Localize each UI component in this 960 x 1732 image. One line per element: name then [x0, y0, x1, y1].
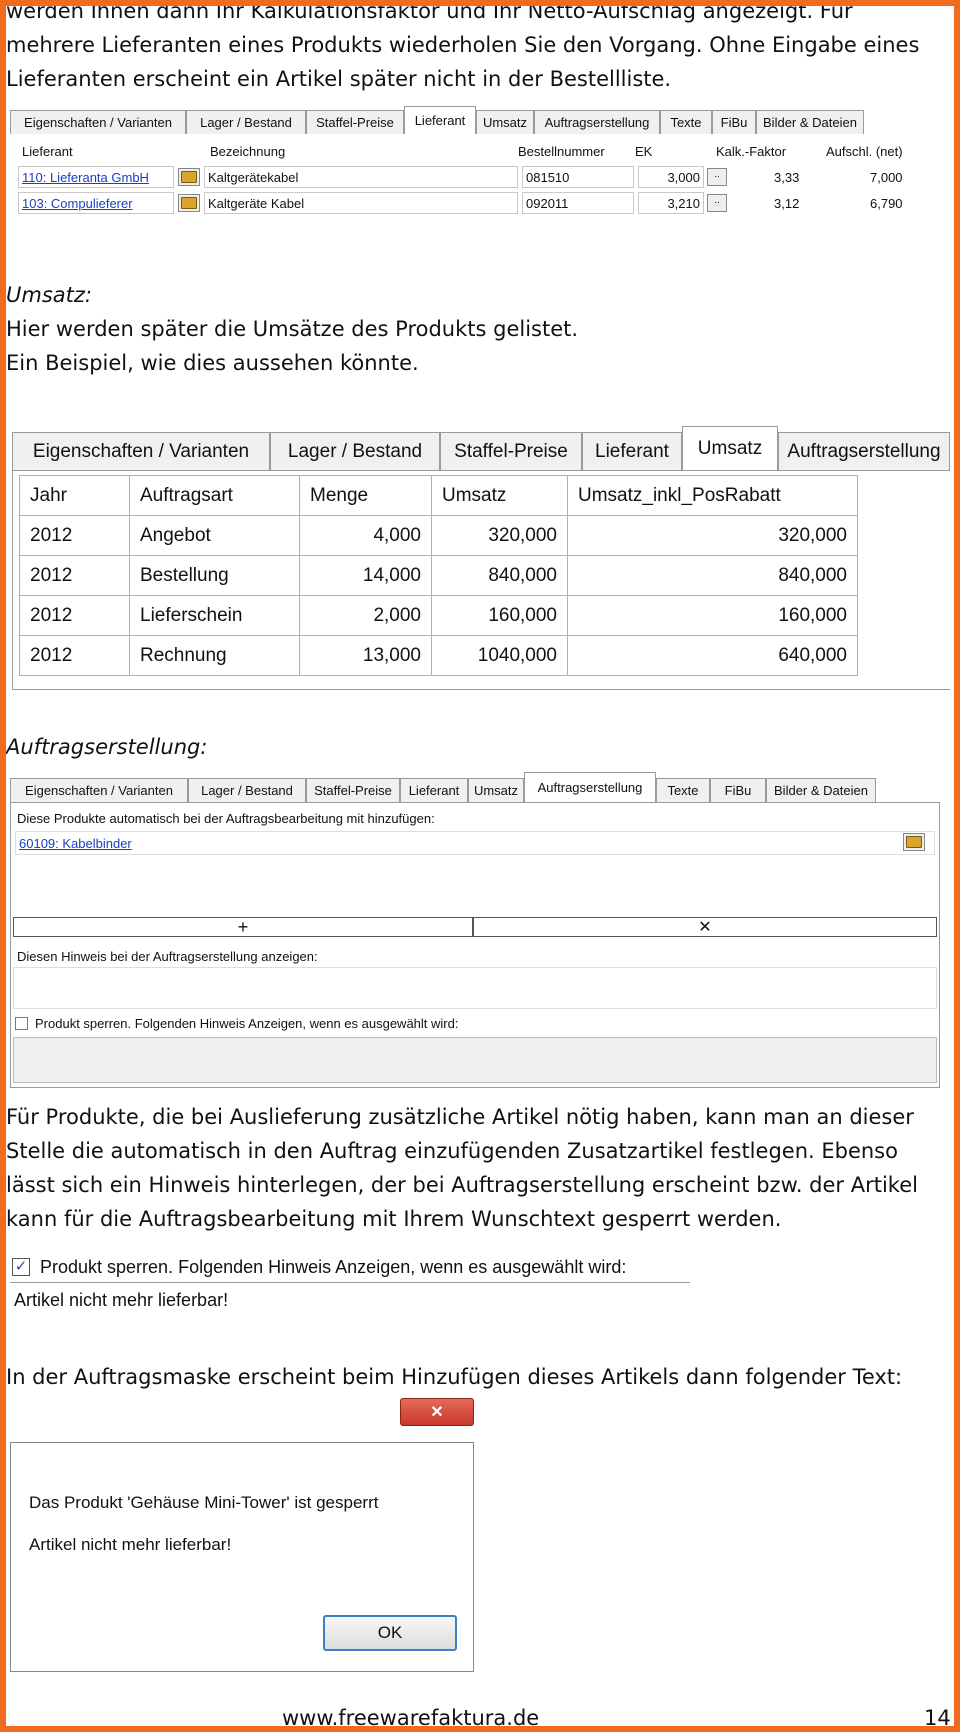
- cell-jahr: 2012: [20, 556, 130, 596]
- tab-staffel[interactable]: Staffel-Preise: [306, 778, 400, 802]
- auftrag-heading: Auftragserstellung:: [6, 735, 208, 759]
- header-umsatz-inkl: Umsatz_inkl_PosRabatt: [568, 476, 858, 516]
- open-folder-icon[interactable]: [903, 833, 925, 851]
- bezeichnung-value-2: Kaltgeräte Kabel: [208, 196, 305, 211]
- explanation-line-1: Für Produkte, die bei Auslieferung zusätzliche Artikel nötig haben, kann man an dieser: [6, 1105, 914, 1129]
- col-bezeichnung: Bezeichnung: [210, 144, 286, 159]
- umsatz-section-text: [6, 278, 578, 380]
- cell-umsatz-inkl: 160,000: [568, 596, 858, 636]
- tab-lieferant[interactable]: Lieferant: [582, 432, 682, 470]
- explanation-line-3: lässt sich ein Hinweis hinterlegen, der bei Auftragserstellung erscheint bzw. der Artikel: [6, 1173, 918, 1197]
- tab-texte[interactable]: Texte: [656, 778, 710, 802]
- tab-lieferant[interactable]: Lieferant: [400, 778, 468, 802]
- tab-auftragserstellung[interactable]: Auftragserstellung: [778, 432, 950, 470]
- tab-fibu[interactable]: FiBu: [710, 778, 766, 802]
- cell-auftragsart: Angebot: [130, 516, 300, 556]
- auftrag-screenshot: [10, 772, 940, 1088]
- tab-staffel[interactable]: Staffel-Preise: [306, 110, 404, 134]
- lock-example-screenshot: [10, 1254, 690, 1314]
- tab-eigenschaften[interactable]: Eigenschaften / Varianten: [10, 110, 186, 134]
- cell-umsatz: 320,000: [432, 516, 568, 556]
- aufschlag-value-2: 6,790: [870, 196, 903, 211]
- explanation-paragraph: [6, 1100, 918, 1236]
- auftrag-panel: [10, 802, 940, 1088]
- umsatz-line-2: Ein Beispiel, wie dies aussehen könnte.: [6, 351, 419, 375]
- hint-textarea[interactable]: [13, 967, 937, 1009]
- remove-button[interactable]: [473, 917, 937, 937]
- col-aufschlag: Aufschl. (net): [826, 144, 903, 159]
- col-lieferant: Lieferant: [22, 144, 73, 159]
- cell-umsatz-inkl: 840,000: [568, 556, 858, 596]
- col-kalk-faktor: Kalk.-Faktor: [716, 144, 787, 159]
- supplier-link-2[interactable]: 103: Compulieferer: [22, 196, 133, 211]
- intro-line-1: werden Ihnen dann Ihr Kalkulationsfaktor und Ihr Netto-Aufschlag angezeigt. Für: [6, 0, 853, 23]
- intro-line-2: mehrere Lieferanten eines Produkts wiederholen Sie den Vorgang. Ohne Eingabe eines: [6, 33, 920, 57]
- explanation-line-2: Stelle die automatisch in den Auftrag einzufügenden Zusatzartikel festlegen. Ebenso: [6, 1139, 898, 1163]
- tab-lieferant[interactable]: Lieferant: [404, 106, 476, 134]
- lock-label: Produkt sperren. Folgenden Hinweis Anzeigen, wenn es ausgewählt wird:: [35, 1016, 459, 1031]
- lock-hint-textarea[interactable]: [13, 1037, 937, 1083]
- auto-add-list[interactable]: [15, 831, 935, 855]
- tab-auftragserstellung[interactable]: Auftragserstellung: [534, 110, 660, 134]
- tab-bilder[interactable]: Bilder & Dateien: [766, 778, 876, 802]
- cell-menge: 14,000: [300, 556, 432, 596]
- auto-add-item-link[interactable]: 60109: Kabelbinder: [19, 836, 132, 851]
- cell-umsatz: 840,000: [432, 556, 568, 596]
- lieferant-row-1-supplier-box[interactable]: [18, 166, 174, 188]
- dialog-message-1: Das Produkt 'Gehäuse Mini-Tower' ist gesperrt: [29, 1493, 379, 1512]
- cell-umsatz-inkl: 320,000: [568, 516, 858, 556]
- bezeichnung-field-1[interactable]: [204, 166, 518, 188]
- close-icon: ✕: [698, 919, 712, 936]
- header-jahr: Jahr: [20, 476, 130, 516]
- lock-example-note: Artikel nicht mehr lieferbar!: [14, 1290, 229, 1310]
- ek-value-2: 3,210: [667, 196, 700, 211]
- tab-lager[interactable]: Lager / Bestand: [270, 432, 440, 470]
- lock-example-label: Produkt sperren. Folgenden Hinweis Anzeigen, wenn es ausgewählt wird:: [40, 1257, 627, 1277]
- bestellnummer-value-2: 092011: [526, 196, 569, 211]
- tab-lager[interactable]: Lager / Bestand: [188, 778, 306, 802]
- supplier-link-1[interactable]: 110: Lieferanta GmbH: [22, 170, 149, 185]
- cell-umsatz-inkl: 640,000: [568, 636, 858, 676]
- tab-lager[interactable]: Lager / Bestand: [186, 110, 306, 134]
- explanation-line-4: kann für die Auftragsbearbeitung mit Ihrem Wunschtext gesperrt werden.: [6, 1207, 782, 1231]
- lieferant-row-2-supplier-box[interactable]: [18, 192, 174, 214]
- faktor-value-2: 3,12: [774, 196, 800, 211]
- lock-checkbox-checked[interactable]: ✓: [12, 1258, 30, 1276]
- ellipsis-button[interactable]: ..: [707, 194, 727, 212]
- lieferant-screenshot: [10, 106, 918, 224]
- plus-icon: +: [237, 916, 249, 937]
- cell-umsatz: 1040,000: [432, 636, 568, 676]
- bestellnummer-field-1[interactable]: [522, 166, 634, 188]
- header-auftragsart: Auftragsart: [130, 476, 300, 516]
- open-folder-icon[interactable]: [178, 168, 200, 186]
- tab-texte[interactable]: Texte: [660, 110, 712, 134]
- dialog-intro: In der Auftragsmaske erscheint beim Hinzufügen dieses Artikels dann folgender Text:: [6, 1365, 903, 1389]
- close-icon: ✕: [430, 1404, 444, 1421]
- intro-paragraph: [6, 0, 919, 96]
- umsatz-table: [19, 475, 858, 676]
- table-header-row: [20, 476, 858, 516]
- lock-checkbox[interactable]: [15, 1017, 28, 1030]
- ok-button[interactable]: [323, 1615, 457, 1651]
- add-button[interactable]: [13, 917, 473, 937]
- cell-menge: 2,000: [300, 596, 432, 636]
- umsatz-panel: [12, 470, 950, 690]
- tab-eigenschaften[interactable]: Eigenschaften / Varianten: [12, 432, 270, 470]
- page-number: 14: [924, 1706, 951, 1730]
- locked-product-dialog: [10, 1442, 474, 1672]
- umsatz-screenshot: [12, 424, 950, 690]
- table-row[interactable]: [20, 636, 858, 676]
- open-folder-icon[interactable]: [178, 194, 200, 212]
- tab-umsatz[interactable]: Umsatz: [468, 778, 524, 802]
- cell-auftragsart: Rechnung: [130, 636, 300, 676]
- ok-label: OK: [377, 1623, 403, 1642]
- cell-jahr: 2012: [20, 516, 130, 556]
- tab-umsatz[interactable]: Umsatz: [476, 110, 534, 134]
- table-row[interactable]: [20, 516, 858, 556]
- cell-jahr: 2012: [20, 636, 130, 676]
- dialog-close-button[interactable]: [400, 1398, 474, 1426]
- tab-fibu[interactable]: FiBu: [712, 110, 756, 134]
- header-umsatz: Umsatz: [432, 476, 568, 516]
- ellipsis-button[interactable]: ..: [707, 168, 727, 186]
- cell-umsatz: 160,000: [432, 596, 568, 636]
- umsatz-heading: Umsatz:: [6, 283, 92, 307]
- tab-staffel[interactable]: Staffel-Preise: [440, 432, 582, 470]
- table-row[interactable]: [20, 596, 858, 636]
- bestellnummer-value-1: 081510: [526, 170, 570, 185]
- faktor-value-1: 3,33: [774, 170, 800, 185]
- umsatz-line-1: Hier werden später die Umsätze des Produkts gelistet.: [6, 317, 579, 341]
- hint-label: Diesen Hinweis bei der Auftragserstellung anzeigen:: [17, 949, 318, 964]
- tab-umsatz[interactable]: Umsatz: [682, 426, 778, 470]
- col-bestellnummer: Bestellnummer: [518, 144, 605, 159]
- tab-eigenschaften[interactable]: Eigenschaften / Varianten: [10, 778, 188, 802]
- lieferant-panel: [10, 134, 918, 224]
- header-menge: Menge: [300, 476, 432, 516]
- ek-field-1[interactable]: [638, 166, 704, 188]
- footer-url[interactable]: www.freewarefaktura.de: [282, 1706, 540, 1730]
- cell-menge: 4,000: [300, 516, 432, 556]
- add-products-label: Diese Produkte automatisch bei der Auftragsbearbeitung mit hinzufügen:: [17, 811, 435, 826]
- table-row[interactable]: [20, 556, 858, 596]
- bezeichnung-field-2[interactable]: [204, 192, 518, 214]
- bestellnummer-field-2[interactable]: [522, 192, 634, 214]
- bezeichnung-value-1: Kaltgerätekabel: [208, 170, 299, 185]
- col-ek: EK: [635, 144, 653, 159]
- tab-bilder[interactable]: Bilder & Dateien: [756, 110, 864, 134]
- cell-auftragsart: Bestellung: [130, 556, 300, 596]
- tab-auftragserstellung[interactable]: Auftragserstellung: [524, 772, 656, 802]
- cell-menge: 13,000: [300, 636, 432, 676]
- cell-auftragsart: Lieferschein: [130, 596, 300, 636]
- dialog-message-2: Artikel nicht mehr lieferbar!: [29, 1535, 232, 1554]
- aufschlag-value-1: 7,000: [870, 170, 903, 185]
- cell-jahr: 2012: [20, 596, 130, 636]
- divider: [10, 1282, 690, 1283]
- ek-value-1: 3,000: [667, 170, 700, 185]
- intro-line-3: Lieferanten erscheint ein Artikel später nicht in der Bestellliste.: [6, 67, 672, 91]
- ek-field-2[interactable]: [638, 192, 704, 214]
